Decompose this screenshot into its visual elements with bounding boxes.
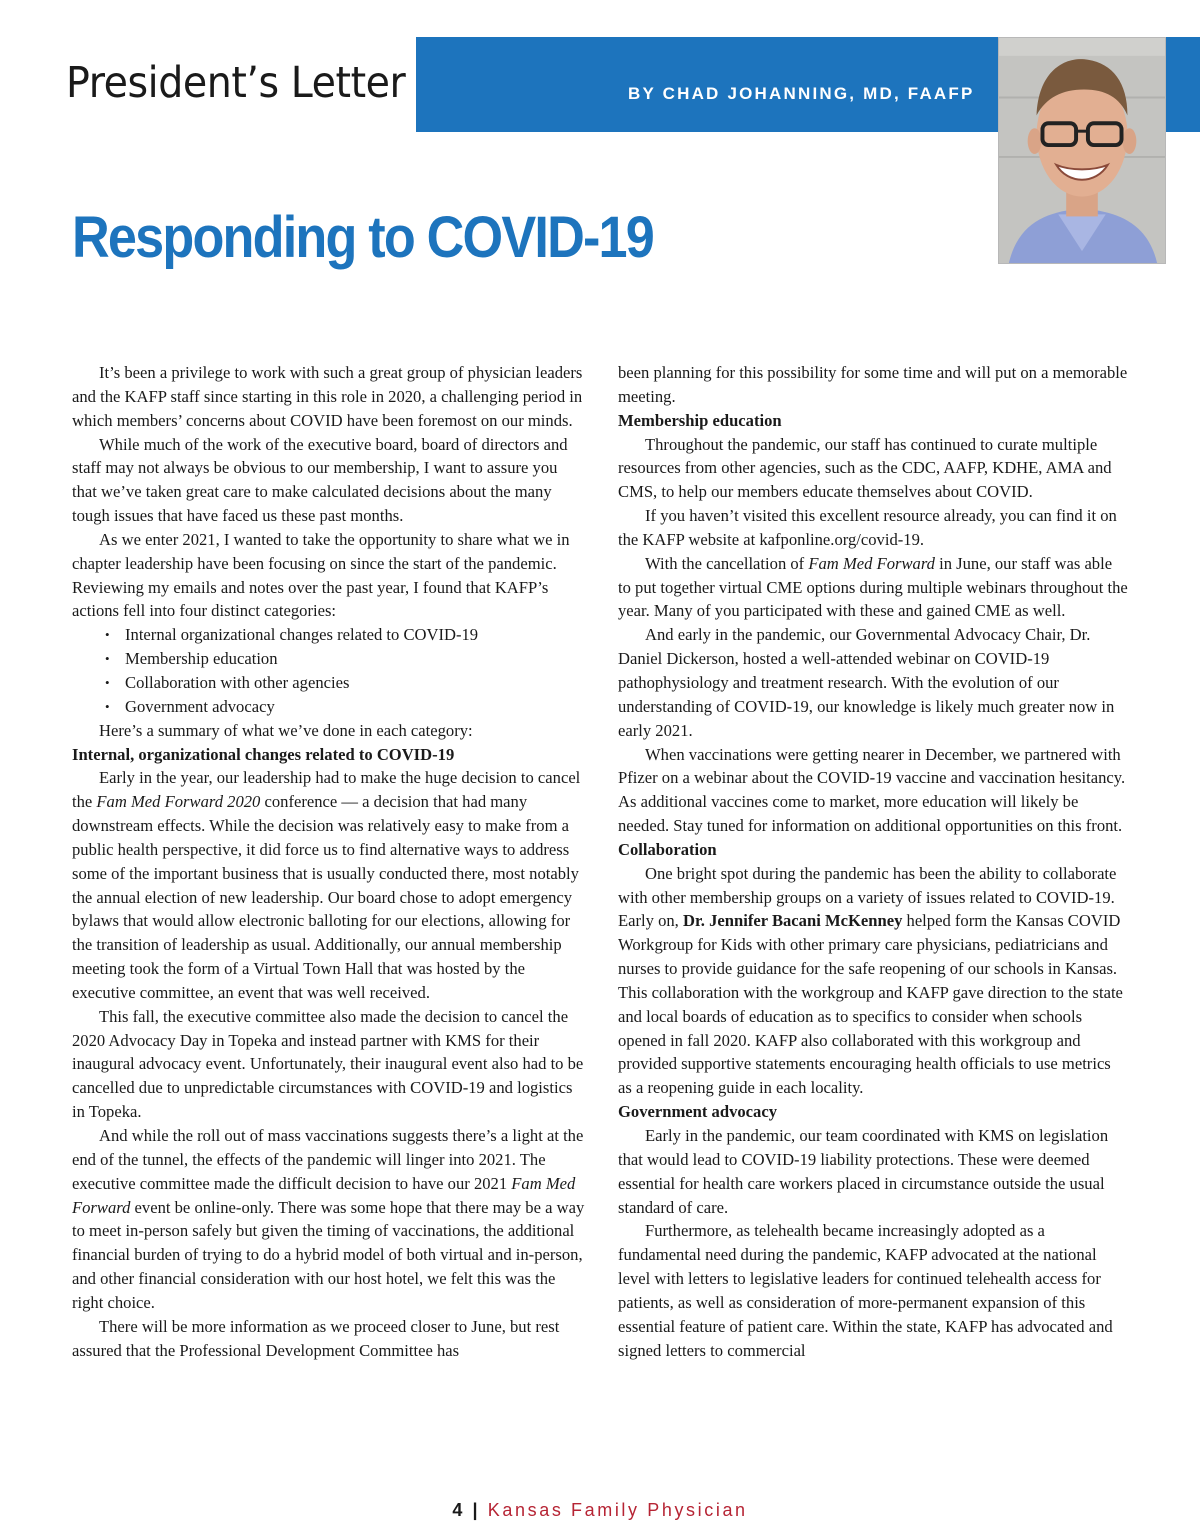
paragraph: While much of the work of the executive board, board of directors and staff may not always be obvious to our membership, I want to assure you that we’ve taken great care to make calculated decisions about the many tough issues that have faced us these past months.	[72, 434, 568, 526]
paragraph: Here’s a summary of what we’ve done in each category:	[99, 720, 473, 740]
page-footer	[0, 1498, 1200, 1522]
text-run: helped form the Kansas COVID Workgroup for Kids with other primary care physicians, pediatricians and nurses to provide guidance for the safe reopening of our schools in Kansas. This collaboration with the workgroup and KAFP gave direction to the state and local boards of education as to specifics to consider when schools opened in fall 2020. KAFP also collaborated with this workgroup and provided supportive statements encouraging health officials to use metrics as a reopening guide in each locality.	[618, 911, 1123, 1098]
event-name: Fam Med Forward 2020	[96, 792, 261, 812]
text-run: event be online-only. There was some hope that there may be a way to meet in-person safely but given the timing of vaccinations, the additional financial burden of trying to do a hybrid model of both virtual and in-person, and other financial consideration with our host hotel, we felt this was the right choice.	[72, 1197, 585, 1312]
paragraph: This fall, the executive committee also made the decision to cancel the 2020 Advocacy Day in Topeka and instead partner with KMS for their inaugural advocacy event. Unfortunately, their inaugural event also had to be cancelled due to unpredictable circumstances with COVID-19 and logistics in Topeka.	[72, 1006, 584, 1122]
paragraph: been planning for this possibility for some time and will put on a memorable meeting.	[618, 363, 1128, 406]
event-name: Fam Med Forward	[72, 1173, 576, 1217]
list-item: • Internal organizational changes related to COVID-19	[72, 623, 586, 647]
list-item: • Membership education	[72, 647, 586, 671]
paragraph	[72, 766, 586, 1004]
paragraph	[618, 862, 1128, 1100]
person-name: Dr. Jennifer Bacani McKenney	[682, 911, 903, 931]
paragraph: And early in the pandemic, our Governmental Advocacy Chair, Dr. Daniel Dickerson, hosted a well-attended webinar on COVID-19 pathophysiology and treatment research. With the evolution of our understanding of COVID-19, our knowledge is likely much greater now in early 2021.	[618, 625, 1115, 740]
footer-separator: |	[472, 1500, 481, 1520]
list-item: • Collaboration with other agencies	[72, 671, 586, 695]
paragraph: Throughout the pandemic, our staff has continued to curate multiple resources from other agencies, such as the CDC, AAFP, KDHE, AMA and CMS, to help our members educate themselves about COVID.	[618, 434, 1112, 502]
paragraph: It’s been a privilege to work with such a great group of physician leaders and the KAFP staff since starting in this role in 2020, a challenging period in which members’ concerns about COVID have been foremost on our minds.	[72, 363, 583, 430]
category-list	[72, 623, 586, 718]
author-byline: BY CHAD JOHANNING, MD, FAAFP	[628, 84, 975, 103]
article-headline: Responding to COVID-19	[72, 205, 654, 270]
paragraph: Furthermore, as telehealth became increasingly adopted as a fundamental need during the pandemic, KAFP advocated at the national level with letters to legislative leaders for continued telehealth access for patients, as well as consideration of more-permanent expansion of this essential feature of patient care. Within the state, KAFP has advocated and signed letters to commercial	[618, 1221, 1113, 1360]
paragraph: There will be more information as we proceed closer to June, but rest assured that the Professional Development Committee has	[72, 1316, 560, 1360]
publication-name: Kansas Family Physician	[487, 1500, 748, 1520]
subheading-government-advocacy: Government advocacy	[618, 1102, 777, 1122]
subheading-membership-education: Membership education	[618, 410, 782, 430]
paragraph: As we enter 2021, I wanted to take the opportunity to share what we in chapter leadership have been focusing on since the start of the pandemic. Reviewing my emails and notes over the past year, I found that KAFP’s actions fell into four distinct categories:	[72, 529, 570, 621]
subheading-internal-changes: Internal, organizational changes related to COVID-19	[72, 744, 455, 764]
article-column-right	[618, 361, 1128, 1362]
article-column-left	[72, 361, 586, 1362]
paragraph: Early in the pandemic, our team coordinated with KMS on legislation that would lead to COVID-19 liability protections. These were deemed essential for health care workers placed in circumstance outside the usual standard of care.	[618, 1126, 1109, 1217]
paragraph	[72, 1124, 586, 1315]
paragraph	[618, 552, 1128, 624]
text-run: in June, our staff was able to put together virtual CME options during multiple webinars throughout the year. Many of you participated with these and gained CME as well.	[618, 553, 1128, 621]
author-portrait	[998, 37, 1166, 264]
paragraph: If you haven’t visited this excellent resource already, you can find it on the KAFP website at kafponline.org/covid-19.	[618, 506, 1117, 549]
paragraph: When vaccinations were getting nearer in December, we partnered with Pfizer on a webinar about the COVID-19 vaccine and vaccination hesitancy. As additional vaccines come to market, more education will likely be needed. Stay tuned for information on additional opportunities on this front.	[618, 744, 1126, 836]
portrait-illustration	[999, 38, 1165, 263]
section-title: President’s Letter	[66, 58, 406, 108]
list-item: • Government advocacy	[72, 695, 586, 719]
page-number: 4	[452, 1500, 465, 1520]
event-name: Fam Med Forward	[808, 553, 935, 573]
text-run: Early in the year, our leadership had to make the huge decision to cancel the	[72, 768, 581, 812]
text-run: With the cancellation of	[645, 553, 809, 573]
text-run: conference — a decision that had many downstream effects. While the decision was relatively easy to make from a public health perspective, it did force us to find alternative ways to address some of the important business that is usually conducted there, most notably the annual election of new leadership. Our board chose to adopt emergency bylaws that would allow electronic balloting for our elections, allowing for the transition of leadership as usual. Additionally, our annual membership meeting took the form of a Virtual Town Hall that was hosted by the executive committee, an event that was well received.	[72, 792, 579, 1002]
text-run: One bright spot during the pandemic has been the ability to collaborate with other membership groups on a variety of issues related to COVID-19. Early on,	[618, 863, 1117, 931]
subheading-collaboration: Collaboration	[618, 839, 717, 859]
text-run: And while the roll out of mass vaccinations suggests there’s a light at the end of the tunnel, the effects of the pandemic will linger into 2021. The executive committee made the difficult decision to have our 2021	[72, 1126, 584, 1193]
